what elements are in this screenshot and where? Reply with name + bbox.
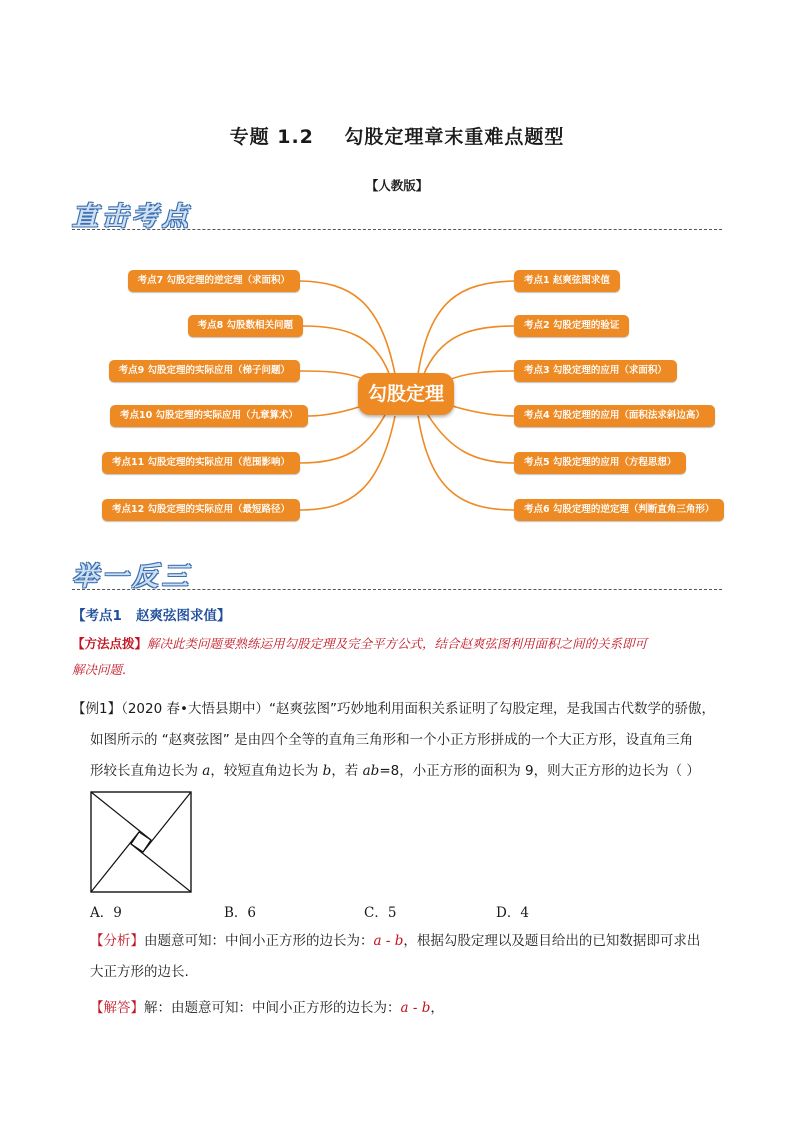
analysis-line1	[90, 926, 750, 956]
method-tip	[72, 631, 732, 657]
mindmap-node-kaodian9: 考点9 勾股定理的实际应用（梯子问题）	[109, 360, 300, 382]
option-d: D．4	[496, 905, 529, 921]
mindmap-node-kaodian3: 考点3 勾股定理的应用（求面积）	[514, 360, 677, 382]
example1-line2: 如图所示的 “赵爽弦图” 是由四个全等的直角三角形和一个小正方形拼成的一个大正方形，设直角三角	[90, 732, 694, 748]
example1-text-3a: 形较长直角边长为	[90, 763, 203, 779]
example1-text-3b: ，较短直角边长为	[210, 763, 323, 779]
analysis-line2: 大正方形的边长.	[90, 964, 189, 980]
option-a: A．9	[90, 905, 122, 921]
method-tip-tag: 【方法点拨】	[72, 636, 148, 651]
connector-left-8	[303, 326, 390, 376]
mindmap-node-kaodian11: 考点11 勾股定理的实际应用（范围影响）	[102, 452, 300, 474]
connector-right-4	[446, 404, 515, 416]
example1-line3	[90, 756, 750, 786]
analysis-expression: a - b	[373, 933, 404, 949]
analysis-text-1a: 由题意可知：中间小正方形的边长为：	[144, 933, 374, 949]
connector-right-1	[418, 281, 515, 374]
triangle-edge	[91, 792, 151, 840]
outer-square	[91, 792, 191, 892]
mindmap-connectors	[0, 0, 794, 560]
method-tip-continued: 解决问题.	[72, 662, 126, 677]
answer-text-1b: ，	[430, 1000, 444, 1016]
section-heading-examples: 举一反三	[72, 562, 193, 592]
triangle-edge	[131, 844, 191, 892]
connector-right-2	[423, 326, 515, 376]
connector-right-3	[444, 371, 515, 382]
section-divider	[72, 589, 722, 590]
var-a: a	[202, 763, 211, 779]
inner-square	[131, 832, 151, 852]
answer-line1	[90, 993, 750, 1023]
option-b: B．6	[224, 905, 257, 921]
triangle-edge	[91, 832, 139, 892]
example1-line1	[72, 694, 752, 724]
triangle-edge	[143, 792, 191, 852]
example1-text-3c: ，若	[331, 763, 363, 779]
connector-left-11	[300, 415, 385, 463]
example1-tag: 【例1】	[72, 701, 122, 717]
section-heading-direct-points: 直击考点	[72, 202, 193, 232]
mindmap-node-kaodian10: 考点10 勾股定理的实际应用（九章算术）	[110, 405, 308, 427]
connector-right-5	[428, 415, 515, 463]
mindmap-node-kaodian2: 考点2 勾股定理的验证	[514, 315, 629, 337]
zhao-shuang-diagram	[90, 791, 192, 893]
example1-text-3d: =8，小正方形的面积为 9，则大正方形的边长为（ ）	[379, 763, 700, 779]
edition-label: 【人教版】	[365, 178, 429, 193]
analysis-text-1b: ，根据勾股定理以及题目给出的已知数据即可求出	[403, 933, 701, 949]
option-c: C．5	[364, 905, 397, 921]
mindmap-node-kaodian8: 考点8 勾股数相关问题	[188, 315, 303, 337]
mindmap-node-kaodian7: 考点7 勾股定理的逆定理（求面积）	[128, 270, 300, 292]
kaodian1-heading: 【考点1 赵爽弦图求值】	[72, 608, 231, 624]
answer-expression: a - b	[400, 1000, 431, 1016]
page-title: 专题 1.2 勾股定理章末重难点题型	[229, 126, 565, 148]
var-b: b	[322, 763, 332, 779]
mindmap-node-kaodian1: 考点1 赵爽弦图求值	[514, 270, 620, 292]
mindmap-node-kaodian6: 考点6 勾股定理的逆定理（判断直角三角形）	[514, 499, 724, 521]
mindmap-center: 勾股定理	[358, 373, 454, 415]
example1-text-1: （2020 春•大悟县期中）“赵爽弦图”巧妙地利用面积关系证明了勾股定理，是我国古代数学的骄傲，	[121, 701, 715, 717]
mindmap-node-kaodian5: 考点5 勾股定理的应用（方程思想）	[514, 452, 686, 474]
method-tip-text: 解决此类问题要熟练运用勾股定理及完全平方公式，结合赵爽弦图利用面积之间的关系即可	[147, 636, 648, 651]
var-ab: ab	[362, 763, 380, 779]
mindmap-node-kaodian4: 考点4 勾股定理的应用（面积法求斜边高）	[514, 405, 715, 427]
connector-left-7	[300, 281, 395, 374]
mindmap-node-kaodian12: 考点12 勾股定理的实际应用（最短路径）	[102, 499, 300, 521]
analysis-tag: 【分析】	[90, 933, 144, 949]
answer-text-1a: 解：由题意可知：中间小正方形的边长为：	[144, 1000, 401, 1016]
answer-tag: 【解答】	[90, 1000, 144, 1016]
